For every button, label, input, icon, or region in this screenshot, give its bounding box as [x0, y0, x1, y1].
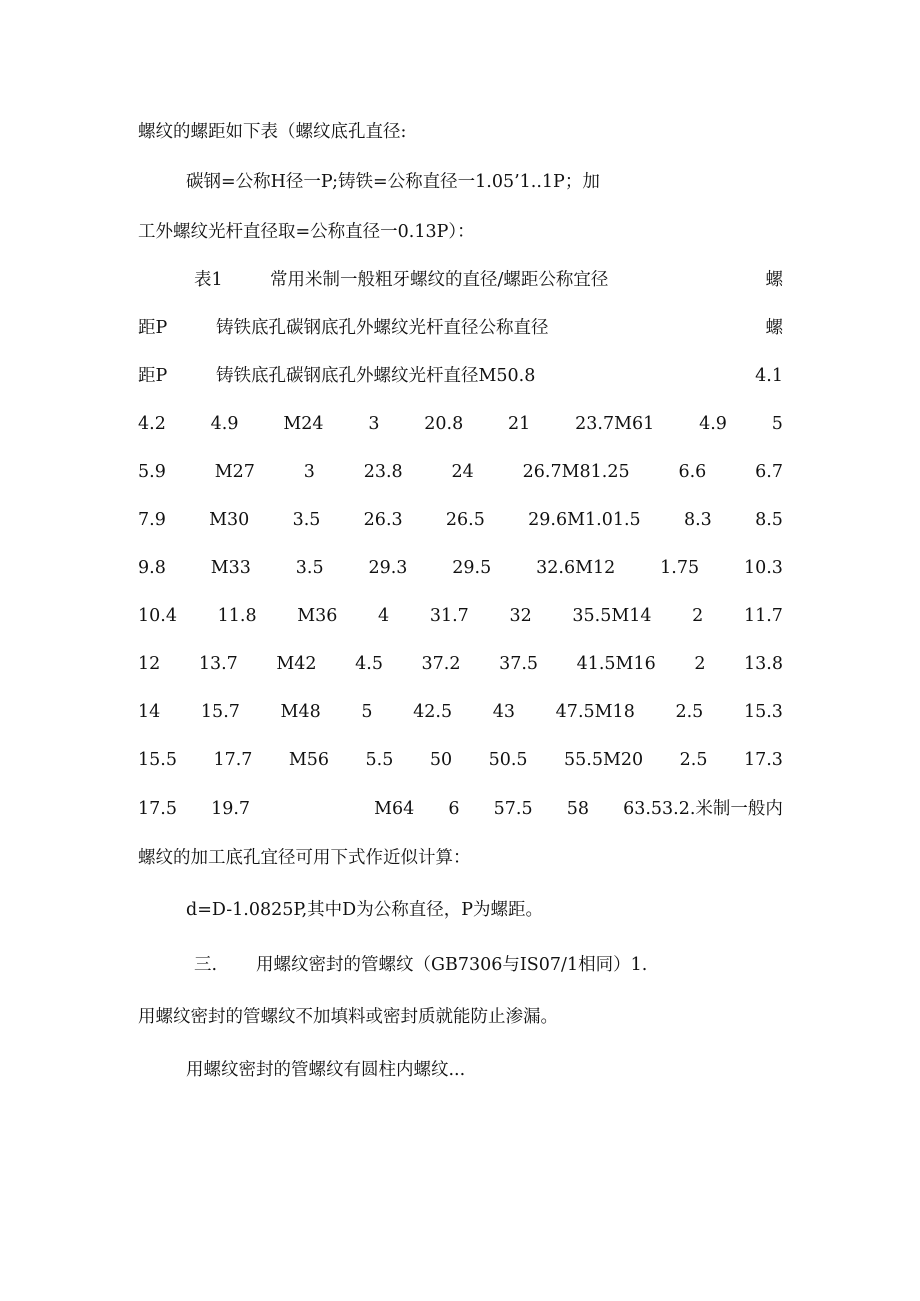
table-cell: 6 [448, 799, 460, 819]
table-cell: M27 [214, 462, 255, 482]
table-cell: 26.3 [363, 510, 403, 530]
table-cell: 12 [138, 654, 161, 674]
table-cell: 5 [361, 702, 373, 722]
table-cell: 20.8 [424, 414, 464, 434]
table-cell: 15.5 [138, 750, 177, 770]
table-cell: 4.5 [355, 654, 383, 674]
section-number: 三. [194, 955, 218, 975]
text-fragment: 4.1 [755, 366, 783, 386]
text-line: 工外螺纹光杆直径取=公称直径一0.13P）： [138, 222, 475, 242]
table-cell: 11.7 [743, 606, 783, 626]
table-cell: 2 [692, 606, 704, 626]
table-cell: 41.5M16 [576, 654, 656, 674]
table-cell: 57.5 [493, 799, 533, 819]
table-cell: 4 [378, 606, 390, 626]
table-cell: 4.2 [138, 414, 166, 434]
table-data-line [138, 505, 783, 535]
table-cell: 14 [138, 702, 161, 722]
table-cell: 1.75 [660, 558, 700, 578]
table-cell: M30 [209, 510, 250, 530]
table-cell: M48 [280, 702, 321, 722]
table-data-line [138, 553, 783, 583]
table-cell: 31.7 [429, 606, 469, 626]
table-cell: 10.4 [138, 606, 177, 626]
section-heading [194, 950, 783, 980]
table-cell: 24 [451, 462, 474, 482]
table-cell: 26.7M81.25 [522, 462, 630, 482]
table-cell: 29.6M1.01.5 [528, 510, 641, 530]
table-cell: 15.3 [743, 702, 783, 722]
table-cell: 32.6M12 [536, 558, 616, 578]
table-cell: 43 [492, 702, 516, 722]
table-cell: M33 [210, 558, 251, 578]
table-cell: 4.9 [699, 414, 727, 434]
table-cell: 17.7 [213, 750, 253, 770]
text-line: 碳钢=公称H径一P;铸铁=公称直径一1.05’1..1P；加 [186, 172, 600, 192]
table-cell: 2.5 [679, 750, 708, 770]
table-cell: 3 [303, 462, 315, 482]
table-cell: M64 [374, 799, 415, 819]
table-cell: 3.5 [295, 558, 324, 578]
text-fragment: 距P [138, 366, 168, 386]
table-cell: 29.5 [452, 558, 492, 578]
table-cell: 3 [368, 414, 380, 434]
table-data-line [138, 601, 783, 631]
table-cell: M24 [283, 414, 324, 434]
table-cell: 10.3 [743, 558, 783, 578]
text-fragment: 螺 [765, 270, 783, 290]
table-caption-line [194, 265, 783, 295]
table-cell: 3.5 [292, 510, 321, 530]
table-cell: 37.2 [421, 654, 461, 674]
table-cell: 5.9 [138, 462, 166, 482]
table-cell: 23.7M61 [575, 414, 655, 434]
table-cell: 11.8 [217, 606, 257, 626]
table-cell: 63.53.2.米制一般内 [623, 799, 783, 819]
table-cell: 6.6 [678, 462, 707, 482]
table-cell: 19.7 [211, 799, 251, 819]
section-title: 用螺纹密封的管螺纹（GB7306与IS07/1相同）1. [256, 955, 648, 975]
text-fragment: 铸铁底孔碳钢底孔外螺纹光杆直径M50.8 [216, 366, 536, 386]
table-cell: 21 [508, 414, 531, 434]
table-cell: 13.8 [744, 654, 783, 674]
table-cell: 47.5M18 [555, 702, 635, 722]
table-data-line [138, 409, 783, 439]
formula-line: d=D-1.0825P,其中D为公称直径，P为螺距。 [186, 900, 543, 920]
table-cell: 55.5M20 [564, 750, 644, 770]
table-cell: 58 [566, 799, 589, 819]
table-cell: M42 [276, 654, 317, 674]
table-cell: 29.3 [368, 558, 408, 578]
table-cell: M56 [288, 750, 330, 770]
text-fragment: 距P [138, 318, 168, 338]
table-cell: 50 [429, 750, 453, 770]
table-cell: 42.5 [413, 702, 453, 722]
text-fragment: 铸铁底孔碳钢底孔外螺纹光杆直径公称直径 [216, 318, 549, 338]
table-caption: 常用米制一般粗牙螺纹的直径/螺距公称宜径 [270, 270, 609, 290]
text-fragment: 螺 [765, 318, 783, 338]
table-cell: 15.7 [200, 702, 240, 722]
table-cell: 8.3 [683, 510, 712, 530]
table-data-line [138, 745, 783, 775]
table-cell: 13.7 [198, 654, 238, 674]
table-data-line [138, 457, 783, 487]
table-data-line [138, 697, 783, 727]
table-cell: 8.5 [755, 510, 783, 530]
text-line: 用螺纹密封的管螺纹不加填料或密封质就能防止渗漏。 [138, 1007, 558, 1027]
table-cell: 5 [771, 414, 783, 434]
table-cell: 17.5 [138, 799, 177, 819]
table-header-line [138, 313, 783, 343]
table-header-line [138, 361, 783, 391]
table-cell: M36 [297, 606, 338, 626]
table-label: 表1 [194, 270, 223, 290]
table-cell: 37.5 [499, 654, 539, 674]
text-line: 用螺纹密封的管螺纹有圆柱内螺纹... [186, 1060, 466, 1080]
table-cell: 9.8 [138, 558, 166, 578]
table-cell: 6.7 [755, 462, 783, 482]
table-cell: 32 [509, 606, 532, 626]
table-cell: 50.5 [488, 750, 528, 770]
table-cell: 2.5 [675, 702, 704, 722]
table-cell: 35.5M14 [572, 606, 652, 626]
table-data-line [138, 649, 783, 679]
table-cell: 5.5 [365, 750, 394, 770]
table-cell: 17.3 [743, 750, 783, 770]
table-data-line [138, 794, 783, 824]
text-line: 螺纹的螺距如下表（螺纹底孔直径: [138, 122, 407, 142]
table-cell: 7.9 [138, 510, 166, 530]
table-cell: 23.8 [363, 462, 403, 482]
table-cell: 26.5 [445, 510, 485, 530]
text-line: 螺纹的加工底孔宜径可用下式作近似计算： [138, 848, 471, 868]
table-cell: 4.9 [210, 414, 239, 434]
table-cell: 2 [694, 654, 706, 674]
